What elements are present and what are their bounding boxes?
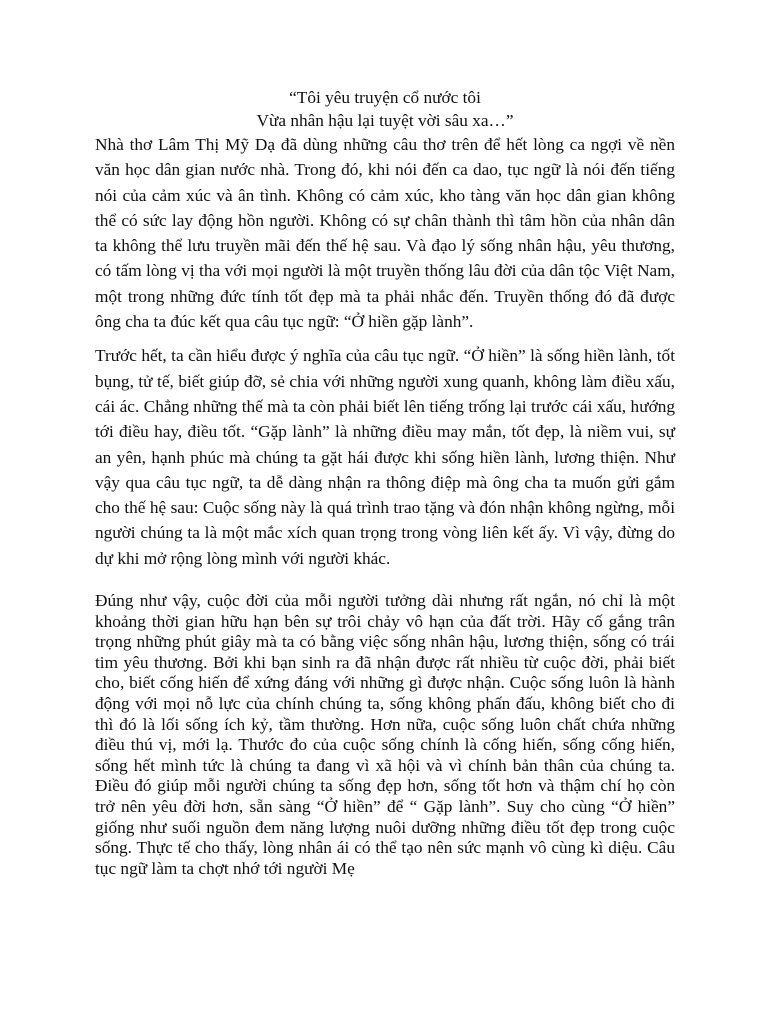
paragraph-discussion: Đúng như vậy, cuộc đời của mỗi người tưởng dài nhưng rất ngắn, nó chỉ là một khoảng thời gian hữu hạn bên sự trôi chảy vô hạn của đất trời. Hãy cố gắng trân trọng những phút giây mà ta có bằng việc sống nhân hậu, lương thiện, sống có trái tim yêu thương. Bởi khi bạn sinh ra đã nhận được rất nhiều từ cuộc đời, phải biết cho, biết cống hiến để xứng đáng với những gì được nhận. Cuộc sống luôn là hành động với mọi nỗ lực của chính chúng ta, sống không phấn đấu, không biết cho đi thì đó là lối sống ích kỷ, tầm thường. Hơn nữa, cuộc sống luôn chất chứa những điều thú vị, mới lạ. Thước đo của cuộc sống chính là cống hiến, sống cống hiến, sống hết mình tức là chúng ta đang vì xã hội và vì chính bản thân của chúng ta. Điều đó giúp mỗi người chúng ta sống đẹp hơn, sống tốt hơn và thậm chí họ còn trở nên yêu đời hơn, sẵn sàng “Ở hiền” để “ Gặp lành”. Suy cho cùng “Ở hiền” giống như suối nguồn đem năng lượng nuôi dưỡng những điều tốt đẹp trong cuộc sống. Thực tế cho thấy, lòng nhân ái có thể tạo nên sức mạnh vô cùng kì diệu. Câu tục ngữ làm ta chợt nhớ tới người Mẹ — [95, 591, 675, 878]
poem-quote-line-1: “Tôi yêu truyện cổ nước tôi — [289, 88, 481, 107]
document-body — [95, 86, 675, 879]
paragraph-introduction: Nhà thơ Lâm Thị Mỹ Dạ đã dùng những câu thơ trên để hết lòng ca ngợi về nền văn học dân gian nước nhà. Trong đó, khi nói đến ca dao, tục ngữ là nói đến tiếng nói của cảm xúc và ân tình. Không có cảm xúc, kho tàng văn học dân gian không thể có sức lay động hồn người. Không có sự chân thành thì tâm hồn của nhân dân ta không thể lưu truyền mãi đến thế hệ sau. Và đạo lý sống nhân hậu, yêu thương, có tấm lòng vị tha với mọi người là một truyền thống lâu đời của dân tộc Việt Nam, một trong những đức tính tốt đẹp mà ta phải nhắc đến. Truyền thống đó đã được ông cha ta đúc kết qua câu tục ngữ: “Ở hiền gặp lành”. — [95, 135, 675, 332]
paragraph-meaning: Trước hết, ta cần hiểu được ý nghĩa của câu tục ngữ. “Ở hiền” là sống hiền lành, tốt bụng, tử tế, biết giúp đỡ, sẻ chia với những người xung quanh, không làm điều xấu, cái ác. Chẳng những thế mà ta còn phải biết lên tiếng trống lại trước cái xấu, hướng tới điều hay, điều tốt. “Gặp lành” là những điều may mắn, tốt đẹp, là niềm vui, sự an yên, hạnh phúc mà chúng ta gặt hái được khi sống hiền lành, lương thiện. Như vậy qua câu tục ngữ, ta dễ dàng nhận ra thông điệp mà ông cha ta muốn gửi gắm cho thế hệ sau: Cuộc sống này là quá trình trao tặng và đón nhận không ngừng, mỗi người chúng ta là một mắc xích quan trọng trong vòng liên kết ấy. Vì vậy, đừng do dự khi mở rộng lòng mình với người khác. — [95, 346, 675, 568]
poem-quote-line-2: Vừa nhân hậu lại tuyệt vời sâu xa…” — [256, 111, 514, 130]
